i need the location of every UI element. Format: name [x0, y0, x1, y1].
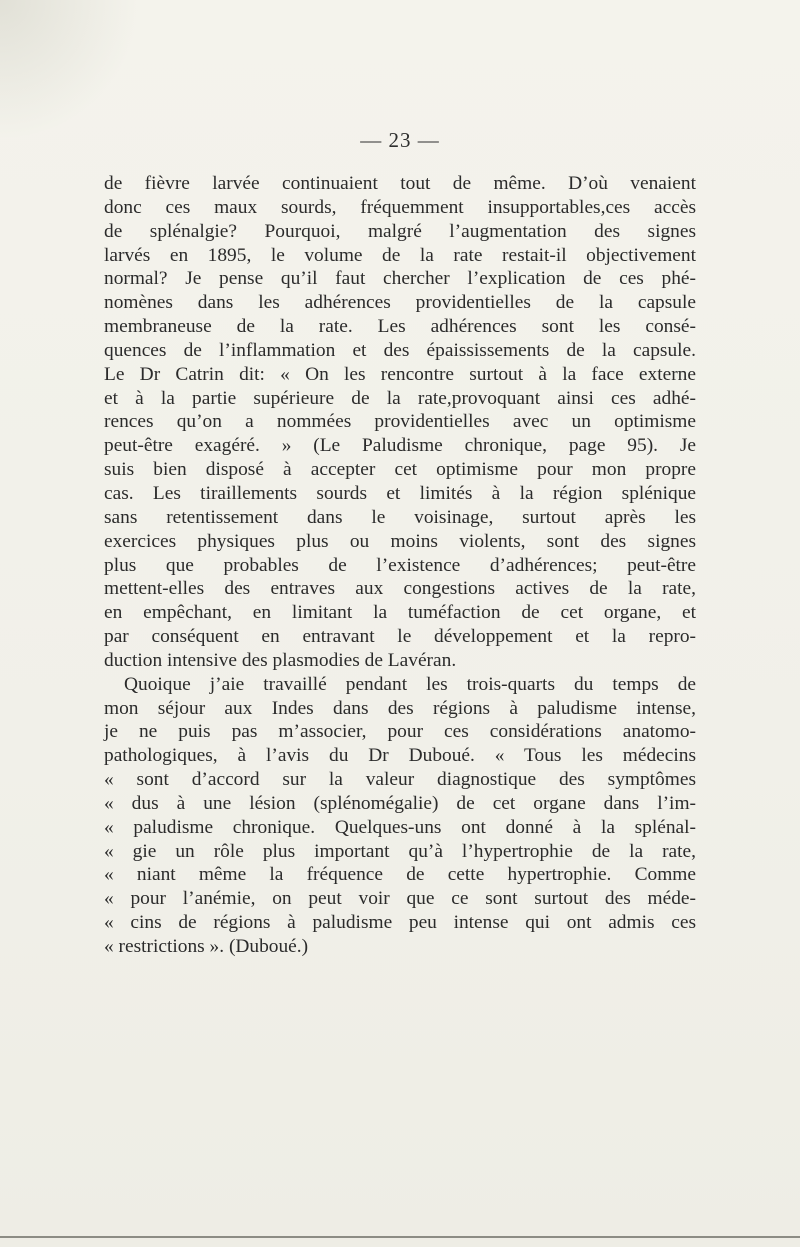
text-line: mon séjour aux Indes dans des régions à paludisme intense, [104, 697, 696, 719]
text-line: « niant même la fréquence de cette hypertrophie. Comme [104, 864, 696, 886]
text-line: « cins de régions à paludisme peu intense qui ont admis ces [104, 912, 696, 934]
text-line: nomènes dans les adhérences providentielles de la capsule [104, 292, 696, 314]
text-line: exercices physiques plus ou moins violents, sont des signes [104, 530, 696, 552]
text-line: Le Dr Catrin dit: « On les rencontre surtout à la face externe [104, 363, 696, 385]
text-line: sans retentissement dans le voisinage, surtout après les [104, 506, 696, 528]
text-line: je ne puis pas m’associer, pour ces considérations anatomo- [104, 721, 696, 743]
text-line: « pour l’anémie, on peut voir que ce sont surtout des méde- [104, 888, 696, 910]
text-line: « restrictions ». (Duboué.) [104, 936, 309, 957]
scan-edge-line [0, 1236, 800, 1238]
text-line: peut-être exagéré. » (Le Paludisme chronique, page 95). Je [104, 435, 696, 457]
text-line: larvés en 1895, le volume de la rate restait-il objectivement [104, 244, 696, 266]
text-line: pathologiques, à l’avis du Dr Duboué. « Tous les médecins [104, 745, 696, 767]
text-line: « sont d’accord sur la valeur diagnostique des symptômes [104, 769, 696, 791]
text-line: « gie un rôle plus important qu’à l’hypertrophie de la rate, [104, 840, 696, 862]
text-line: de fièvre larvée continuaient tout de même. D’où venaient [104, 173, 696, 194]
paper-stain [0, 0, 140, 140]
text-line: de splénalgie? Pourquoi, malgré l’augmentation des signes [104, 220, 696, 242]
text-line: en empêchant, en limitant la tuméfaction de cet organe, et [104, 602, 696, 624]
text-line: par conséquent en entravant le développement et la repro- [104, 626, 696, 648]
text-line: et à la partie supérieure de la rate,provoquant ainsi ces adhé- [104, 387, 696, 409]
text-line: suis bien disposé à accepter cet optimisme pour mon propre [104, 459, 696, 481]
text-line: duction intensive des plasmodies de Lavéran. [104, 649, 457, 671]
text-line: « paludisme chronique. Quelques-uns ont donné à la splénal- [104, 816, 696, 838]
text-line: cas. Les tiraillements sourds et limités à la région splénique [104, 482, 696, 504]
text-line: « dus à une lésion (splénomégalie) de cet organe dans l’im- [104, 792, 696, 814]
text-line: membraneuse de la rate. Les adhérences sont les consé- [104, 316, 696, 338]
page-number: — 23 — [360, 128, 440, 152]
text-line: rences qu’on a nommées providentielles avec un optimisme [104, 411, 696, 433]
text-line: mettent-elles des entraves aux congestions actives de la rate, [104, 578, 696, 600]
text-line: quences de l’inflammation et des épaississements de la capsule. [104, 339, 696, 361]
text-line: donc ces maux sourds, fréquemment insupportables,ces accès [104, 196, 696, 218]
text-line: plus que probables de l’existence d’adhérences; peut-être [104, 554, 696, 576]
body-text [104, 172, 696, 959]
text-line: normal? Je pense qu’il faut chercher l’explication de ces phé- [104, 268, 696, 290]
text-line: Quoique j’aie travaillé pendant les trois-quarts du temps de [124, 673, 696, 695]
